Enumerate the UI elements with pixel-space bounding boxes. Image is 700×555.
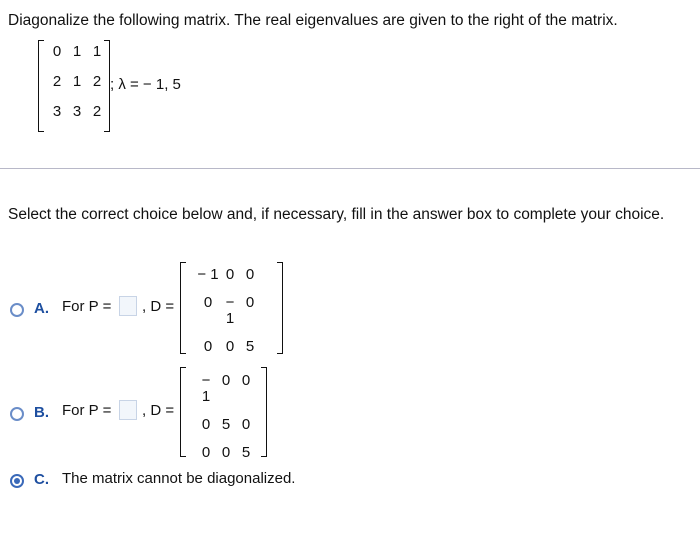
matrix-cell: 2 (92, 73, 102, 90)
option-b-matrix (196, 373, 256, 461)
option-a-matrix (196, 267, 260, 355)
matrix-cell: 0 (203, 294, 213, 311)
option-b-right-bracket (261, 367, 267, 457)
option-a-letter: A. (34, 300, 49, 317)
matrix-cell: 0 (225, 338, 235, 355)
option-c-text: The matrix cannot be diagonalized. (62, 470, 296, 487)
option-b-p-input[interactable] (119, 400, 137, 420)
matrix-cell: 5 (245, 338, 255, 355)
matrix-cell: − 1 (197, 266, 219, 283)
matrix-cell: − 1 (225, 294, 235, 327)
option-a-right-bracket (277, 262, 283, 354)
option-a-left-bracket (180, 262, 186, 354)
section-divider (0, 168, 700, 169)
matrix-cell: 1 (92, 43, 102, 60)
matrix-cell: 0 (221, 444, 231, 461)
matrix-cell: 0 (201, 416, 211, 433)
matrix-cell: 2 (92, 103, 102, 120)
option-b-p-label: For P = (62, 402, 112, 419)
matrix-cell: 0 (245, 294, 255, 311)
matrix-cell: − 1 (201, 372, 211, 405)
option-a-radio[interactable] (10, 303, 24, 317)
option-b-left-bracket (180, 367, 186, 457)
matrix-cell: 0 (221, 372, 231, 389)
matrix-cell: 0 (245, 266, 255, 283)
matrix-cell: 5 (221, 416, 231, 433)
option-b-radio[interactable] (10, 407, 24, 421)
matrix-cell: 0 (241, 416, 251, 433)
matrix-cell: 0 (52, 43, 62, 60)
instructions-text: Select the correct choice below and, if necessary, fill in the answer box to complete your choice. (8, 206, 665, 223)
matrix-cell: 0 (241, 372, 251, 389)
option-a-d-label: , D = (142, 298, 175, 315)
option-a-p-label: For P = (62, 298, 112, 315)
matrix-left-bracket (38, 40, 44, 132)
question-matrix (47, 44, 107, 120)
matrix-cell: 0 (225, 266, 235, 283)
matrix-cell: 0 (201, 444, 211, 461)
option-c-letter: C. (34, 471, 49, 488)
eigenvalues-text: ; λ = − 1, 5 (110, 76, 181, 93)
matrix-cell: 5 (241, 444, 251, 461)
option-b-letter: B. (34, 404, 49, 421)
option-c-radio[interactable] (10, 474, 24, 488)
matrix-cell: 3 (72, 103, 82, 120)
matrix-cell: 0 (203, 338, 213, 355)
option-a-p-input[interactable] (119, 296, 137, 316)
matrix-cell: 2 (52, 73, 62, 90)
question-prompt: Diagonalize the following matrix. The real eigenvalues are given to the right of the matrix. (8, 12, 618, 29)
matrix-cell: 1 (72, 43, 82, 60)
option-b-d-label: , D = (142, 402, 175, 419)
matrix-cell: 3 (52, 103, 62, 120)
matrix-cell: 1 (72, 73, 82, 90)
